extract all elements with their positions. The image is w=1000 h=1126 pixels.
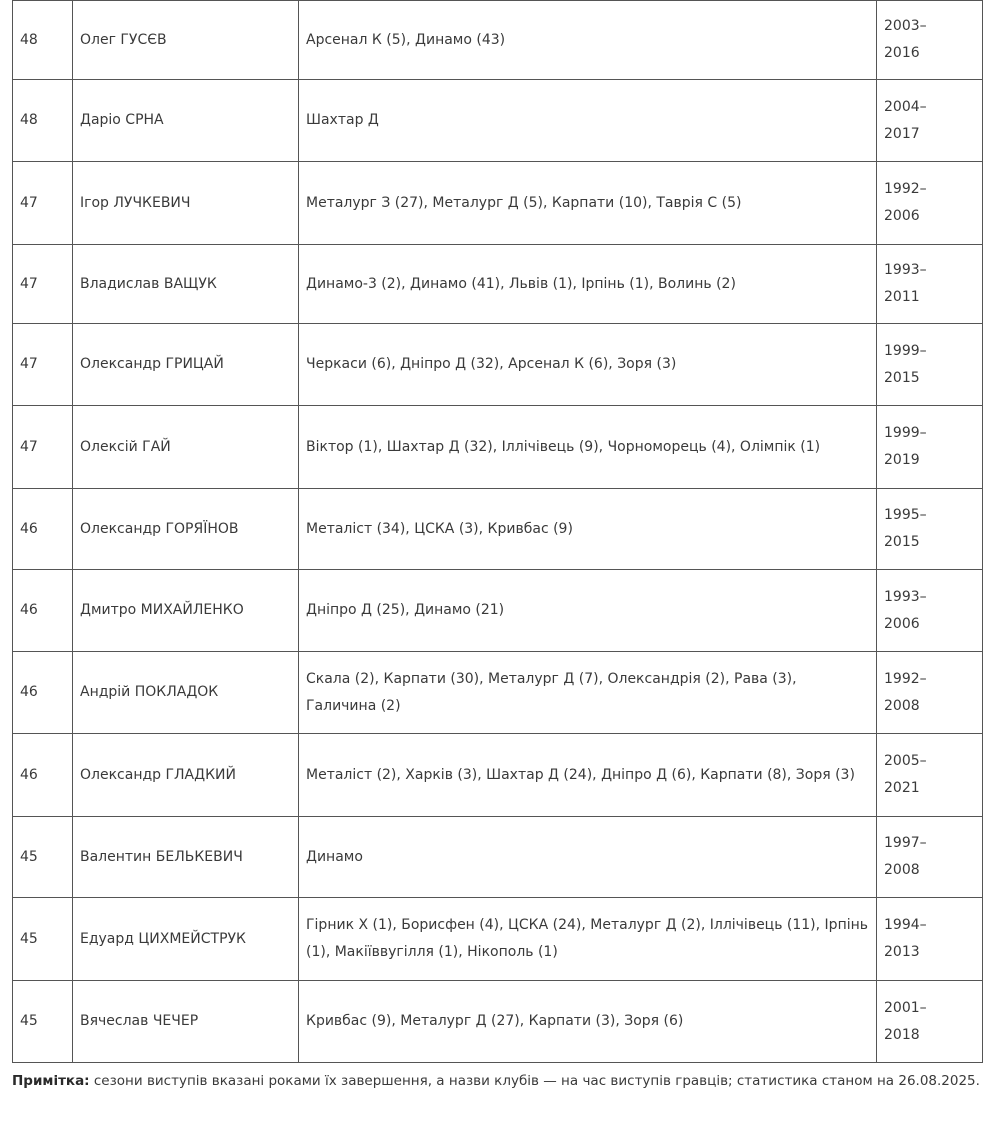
player-name-cell-text: Олександр ГРИЦАЙ <box>80 356 224 372</box>
player-name-cell-text: Вячеслав ЧЕЧЕР <box>80 1013 199 1029</box>
years-cell <box>877 162 983 245</box>
rank-cell-text: 46 <box>20 520 38 537</box>
years-cell-text: 2001– 2018 <box>884 999 927 1043</box>
player-name-cell <box>73 898 299 981</box>
years-cell-text: 1999– 2019 <box>884 425 927 468</box>
table-row <box>13 80 983 162</box>
player-name-cell-text: Андрій ПОКЛАДОК <box>80 684 219 700</box>
player-name-cell <box>73 1 299 80</box>
clubs-cell <box>299 570 877 652</box>
player-name-cell <box>73 245 299 324</box>
player-name-cell-text: Олег ГУСЄВ <box>80 31 167 48</box>
table-row <box>13 734 983 817</box>
clubs-cell <box>299 898 877 981</box>
years-cell-text: 1995– 2015 <box>884 507 927 550</box>
table-row <box>13 1 983 80</box>
years-cell <box>877 734 983 817</box>
clubs-cell-text: Металіст (34), ЦСКА (3), Кривбас (9) <box>306 520 573 537</box>
clubs-cell-text: Арсенал К (5), Динамо (43) <box>306 31 506 48</box>
rank-cell-text: 45 <box>20 848 38 865</box>
years-cell <box>877 245 983 324</box>
table-row <box>13 652 983 734</box>
clubs-cell <box>299 734 877 817</box>
player-name-cell <box>73 981 299 1063</box>
players-table-body <box>13 1 983 1063</box>
rank-cell-text: 45 <box>20 930 38 947</box>
footnote-text: сезони виступів вказані роками їх завершення, а назви клубів — на час виступів гравців; статистика станом на 26.08.2025. <box>89 1073 980 1089</box>
players-table <box>12 0 983 1063</box>
years-cell-text: 1993– 2011 <box>884 262 927 305</box>
player-name-cell-text: Даріо СРНА <box>80 112 164 128</box>
clubs-cell <box>299 324 877 406</box>
years-cell <box>877 1 983 80</box>
rank-cell <box>13 898 73 981</box>
years-cell-text: 1993– 2006 <box>884 588 927 632</box>
years-cell <box>877 898 983 981</box>
years-cell <box>877 570 983 652</box>
rank-cell-text: 47 <box>20 275 38 292</box>
clubs-cell-text: Черкаси (6), Дніпро Д (32), Арсенал К (6), Зоря (3) <box>306 356 677 372</box>
rank-cell <box>13 324 73 406</box>
player-name-cell-text: Дмитро МИХАЙЛЕНКО <box>80 602 244 618</box>
years-cell-text: 2005– 2021 <box>884 753 927 796</box>
rank-cell-text: 45 <box>20 1013 38 1029</box>
clubs-cell <box>299 406 877 489</box>
years-cell <box>877 652 983 734</box>
player-name-cell <box>73 406 299 489</box>
rank-cell-text: 47 <box>20 356 38 372</box>
years-cell-text: 2003– 2016 <box>884 18 927 61</box>
rank-cell <box>13 734 73 817</box>
player-name-cell-text: Едуард ЦИХМЕЙСТРУК <box>80 930 246 947</box>
table-row <box>13 245 983 324</box>
players-table-wrapper <box>12 0 982 1063</box>
player-name-cell-text: Олексій ГАЙ <box>80 438 171 455</box>
years-cell-text: 1994– 2013 <box>884 917 927 960</box>
player-name-cell <box>73 652 299 734</box>
table-row <box>13 817 983 898</box>
clubs-cell-text: Віктор (1), Шахтар Д (32), Іллічівець (9), Чорноморець (4), Олімпік (1) <box>306 438 821 455</box>
rank-cell <box>13 489 73 570</box>
table-footnote <box>12 1068 982 1095</box>
rank-cell-text: 47 <box>20 438 38 455</box>
rank-cell <box>13 570 73 652</box>
clubs-cell-text: Динамо-3 (2), Динамо (41), Львів (1), Ірпінь (1), Волинь (2) <box>306 275 736 292</box>
rank-cell <box>13 406 73 489</box>
clubs-cell-text: Динамо <box>306 848 363 865</box>
clubs-cell-text: Дніпро Д (25), Динамо (21) <box>306 602 505 618</box>
clubs-cell-text: Скала (2), Карпати (30), Металург Д (7), Олександрія (2), Рава (3), Галичина (2) <box>306 670 797 714</box>
table-row <box>13 981 983 1063</box>
player-name-cell <box>73 734 299 817</box>
clubs-cell <box>299 652 877 734</box>
years-cell-text: 1992– 2006 <box>884 181 927 224</box>
player-name-cell <box>73 817 299 898</box>
years-cell-text: 1999– 2015 <box>884 342 927 386</box>
player-name-cell-text: Валентин БЕЛЬКЕВИЧ <box>80 848 243 865</box>
player-name-cell <box>73 162 299 245</box>
table-row <box>13 324 983 406</box>
years-cell <box>877 981 983 1063</box>
rank-cell-text: 48 <box>20 31 38 48</box>
clubs-cell-text: Гірник Х (1), Борисфен (4), ЦСКА (24), Металург Д (2), Іллічівець (11), Ірпінь (1), Макіїввугілля (1), Нікополь (1) <box>306 917 869 960</box>
player-name-cell-text: Ігор ЛУЧКЕВИЧ <box>80 194 191 211</box>
table-row <box>13 570 983 652</box>
rank-cell-text: 46 <box>20 684 38 700</box>
rank-cell <box>13 162 73 245</box>
player-name-cell <box>73 80 299 162</box>
years-cell-text: 2004– 2017 <box>884 98 927 142</box>
years-cell <box>877 324 983 406</box>
player-name-cell <box>73 324 299 406</box>
player-name-cell <box>73 489 299 570</box>
rank-cell <box>13 80 73 162</box>
clubs-cell <box>299 1 877 80</box>
years-cell <box>877 80 983 162</box>
player-name-cell-text: Олександр ГОРЯЇНОВ <box>80 520 239 537</box>
clubs-cell <box>299 817 877 898</box>
clubs-cell-text: Кривбас (9), Металург Д (27), Карпати (3), Зоря (6) <box>306 1013 684 1029</box>
clubs-cell <box>299 981 877 1063</box>
table-row <box>13 489 983 570</box>
footnote-label: Примітка: <box>12 1073 90 1089</box>
years-cell-text: 1997– 2008 <box>884 835 927 878</box>
table-row <box>13 898 983 981</box>
player-name-cell-text: Олександр ГЛАДКИЙ <box>80 766 236 783</box>
table-row <box>13 162 983 245</box>
years-cell <box>877 817 983 898</box>
clubs-cell <box>299 489 877 570</box>
rank-cell-text: 47 <box>20 194 38 211</box>
rank-cell <box>13 817 73 898</box>
rank-cell-text: 48 <box>20 112 38 128</box>
rank-cell <box>13 245 73 324</box>
rank-cell-text: 46 <box>20 766 38 783</box>
clubs-cell <box>299 245 877 324</box>
years-cell <box>877 489 983 570</box>
rank-cell <box>13 1 73 80</box>
table-row <box>13 406 983 489</box>
clubs-cell-text: Металург З (27), Металург Д (5), Карпати (10), Таврія С (5) <box>306 194 742 211</box>
player-name-cell-text: Владислав ВАЩУК <box>80 275 217 292</box>
clubs-cell <box>299 80 877 162</box>
rank-cell <box>13 652 73 734</box>
rank-cell-text: 46 <box>20 602 38 618</box>
years-cell-text: 1992– 2008 <box>884 670 927 714</box>
clubs-cell-text: Шахтар Д <box>306 112 379 128</box>
clubs-cell <box>299 162 877 245</box>
rank-cell <box>13 981 73 1063</box>
clubs-cell-text: Металіст (2), Харків (3), Шахтар Д (24), Дніпро Д (6), Карпати (8), Зоря (3) <box>306 766 855 783</box>
years-cell <box>877 406 983 489</box>
player-name-cell <box>73 570 299 652</box>
